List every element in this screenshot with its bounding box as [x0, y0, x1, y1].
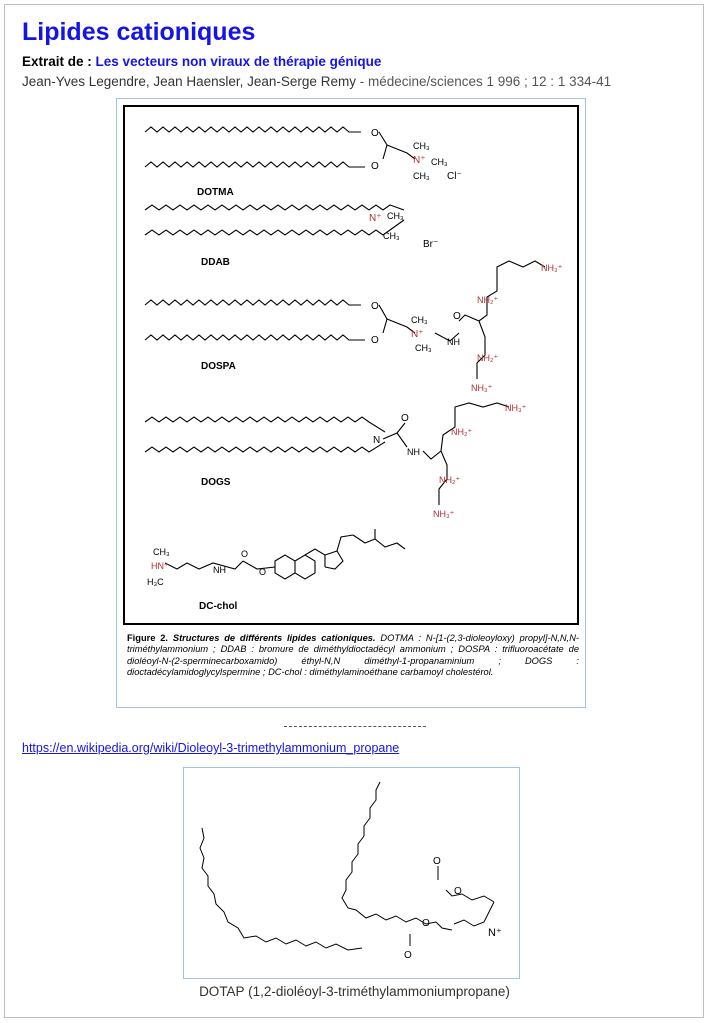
dogs-nh3-b: NH₃⁺	[433, 509, 455, 519]
dotap-n-plus: N⁺	[488, 927, 502, 939]
ddab-ch3-b: CH₃	[383, 231, 400, 241]
dospa-nh2-b: NH₂⁺	[477, 353, 499, 363]
dotma-ch3-b: CH₃	[431, 157, 448, 167]
caption-body: DOTMA : N-[1-(2,3-dioleoyloxy) propyl]-N,N,N-triméthylammonium ; DDAB : bromure de diméthyldioctadécyl ammonium ; DOSPA : trifluoroacétate de dioléoyl-N-(2-sperminecarboxamido) éthyl-N,N diméthyl-1-propanaminium ; DOGS : dioctadécylamidoglycylspermine ; DC-chol : diméthylaminoéthane carbamoyl cholestérol.	[127, 633, 580, 678]
dcchol-nh: NH	[213, 565, 226, 575]
dotma-o1: O	[371, 128, 379, 139]
dcchol-h3c: H₃C	[147, 577, 164, 587]
dospa-o1: O	[371, 301, 379, 312]
source-reference: - médecine/sciences 1 996 ; 12 : 1 334-41	[355, 74, 612, 89]
dogs-nh3-a: NH₃⁺	[505, 403, 527, 413]
ddab-chain-1	[145, 205, 404, 210]
extrait-label: Extrait de :	[22, 54, 92, 69]
structures-diagram	[125, 107, 577, 623]
dospa-backbone	[379, 261, 545, 379]
dogs-chain-1	[145, 417, 385, 432]
dospa-nh: NH	[447, 337, 460, 347]
dotap-o1: O	[433, 856, 441, 867]
dogs-nh2-b: NH₂⁺	[439, 475, 461, 485]
dotma-chain-1	[145, 127, 361, 132]
dospa-nh2-a: NH₂⁺	[477, 295, 499, 305]
ddab-counterion: Br⁻	[423, 239, 439, 250]
dotma-chain-2	[145, 162, 365, 167]
dospa-ch3-a: CH₃	[411, 315, 428, 325]
dogs-carbonyl-o: O	[401, 413, 409, 424]
dotap-o4: O	[404, 950, 412, 961]
dotma-label: DOTMA	[197, 187, 234, 198]
dospa-nh3-b: NH₃⁺	[471, 383, 493, 393]
dogs-chain-2	[145, 442, 385, 452]
dotap-diagram	[184, 768, 519, 978]
dogs-nh: NH	[407, 447, 420, 457]
dotap-o2: O	[454, 886, 462, 897]
dotap-carbonyl	[410, 866, 438, 946]
dotap-chain-lower	[200, 828, 362, 950]
dospa-chain-1	[145, 300, 361, 305]
figure-frame	[116, 98, 586, 708]
dcchol-hn-plus: HN⁺	[151, 561, 169, 571]
dotap-figure	[183, 767, 520, 979]
dospa-chain-2	[145, 335, 365, 340]
dcchol-rings	[275, 529, 405, 579]
dotma-backbone	[379, 132, 415, 159]
dotma-n-plus: N⁺	[413, 155, 426, 166]
dospa-label: DOSPA	[201, 361, 236, 372]
dotma-counterion: Cl⁻	[447, 171, 462, 182]
dospa-nh3-a: NH₃⁺	[541, 263, 563, 273]
ddab-label: DDAB	[201, 257, 230, 268]
dospa-carbonyl-o: O	[453, 311, 461, 322]
ddab-n-plus: N⁺	[369, 213, 382, 224]
page-title: Lipides cationiques	[22, 18, 256, 46]
authors-line	[22, 74, 611, 89]
separator-line	[284, 726, 426, 727]
caption-title: Structures de différents lipides cationiques.	[172, 633, 376, 643]
dcchol-ch3: CH₃	[153, 547, 170, 557]
dotap-caption: DOTAP (1,2-dioléoyl-3-triméthylammoniumpropane)	[199, 984, 510, 999]
dcchol-label: DC-chol	[199, 601, 238, 612]
extrait-line	[22, 54, 381, 69]
caption-label: Figure 2.	[127, 633, 169, 643]
wikipedia-link[interactable]: https://en.wikipedia.org/wiki/Dioleoyl-3-trimethylammonium_propane	[22, 741, 400, 755]
dogs-nh2-a: NH₂⁺	[451, 427, 473, 437]
dospa-o2: O	[371, 335, 379, 346]
dotma-ch3-a: CH₃	[413, 141, 430, 151]
authors: Jean-Yves Legendre, Jean Haensler, Jean-Serge Remy	[22, 74, 356, 89]
dotap-o3: O	[422, 918, 430, 929]
dogs-n: N	[373, 435, 381, 446]
dogs-label: DOGS	[201, 477, 231, 488]
ddab-chain-2	[145, 220, 404, 235]
dospa-ch3-b: CH₃	[415, 343, 432, 353]
ddab-ch3-a: CH₃	[387, 211, 404, 221]
dcchol-carbonyl-o: O	[241, 549, 249, 559]
article-title: Les vecteurs non viraux de thérapie génique	[95, 54, 382, 69]
dcchol-ester-o: O	[259, 567, 267, 577]
dospa-n-plus: N⁺	[411, 329, 424, 340]
dotma-o2: O	[371, 161, 379, 172]
figure-structures	[123, 105, 579, 625]
dotma-ch3-c: CH₃	[413, 171, 430, 181]
figure-caption	[127, 633, 579, 679]
